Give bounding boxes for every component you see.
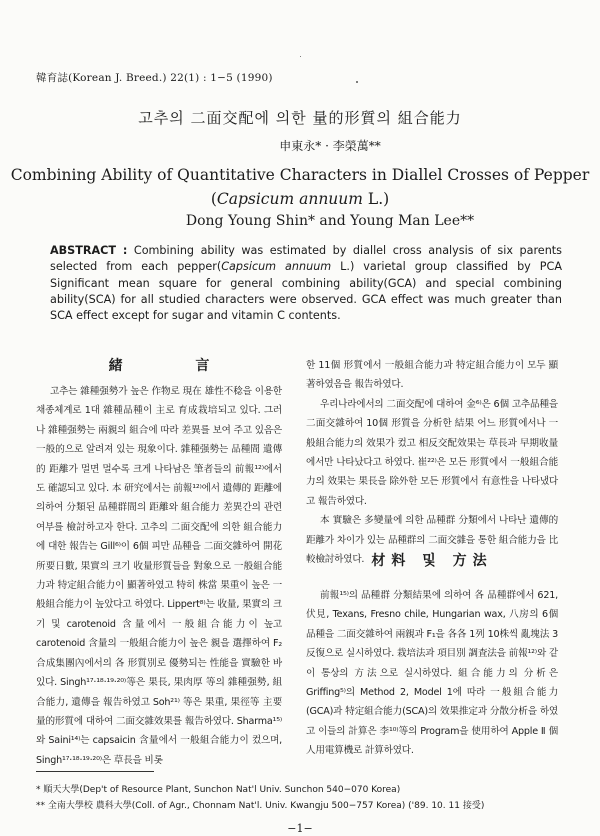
speck-mark [300,56,301,57]
authors-korean: 申東永* · 李榮萬** [279,139,381,153]
title-english-line1: Combining Ability of Quantitative Characters in Diallel Crosses of Pepper [10,166,590,184]
abstract-species: Capsicum annuum [221,260,332,274]
title-species: Capsicum annuum [216,190,363,208]
title-paren-open: ( [210,190,217,208]
intro-continued-paragraph: 本 實驗은 多變量에 의한 品種群 分類에서 나타난 遺傳的 距離가 차이가 있는 品種群의 二面交雜을 통한 組合能力을 比較檢討하였다. [306,515,558,566]
speck-mark [356,81,358,83]
abstract-label: ABSTRACT : [50,244,128,257]
intro-column [36,382,282,770]
title-paren-close: L.) [362,190,390,208]
title-korean: 고추의 二面交配에 의한 量的形質의 組合能力 [138,109,462,127]
page-number: −1− [287,822,313,835]
footnote-affiliation-2: ** 全南大學校 農科大學(Coll. of Agr., Chonnam Nat'l. Univ. Kwangju 500−757 Korea) ('89. 10. 11 接受) [36,801,485,811]
journal-reference: 韓育誌(Korean J. Breed.) 22(1) : 1−5 (1990) [36,72,273,84]
title-english [0,163,600,211]
title-english-line2 [0,187,600,211]
methods-heading: 材料 및 方法 [371,553,493,569]
authors-english: Dong Young Shin* and Young Man Lee** [185,213,475,229]
abstract [50,243,562,324]
intro-continued-paragraph: 한 11個 形質에서 一般組合能力과 特定組合能力이 모두 顯著하였음을 報告하였다. [306,360,558,391]
abstract-text-b: L.) varietal group classified by PCA Significant mean square for general combining ability(GCA) and special combining ability(SCA) for all studied characters were observed. GCA effect was much greater than SCA effect except for sugar and vitamin C contents. [50,260,562,323]
footnote-affiliation-1: * 順天大學(Dep't of Resource Plant, Sunchon Nat'l Univ. Sunchon 540−070 Korea) [36,785,401,795]
abstract-text-a: Combining ability was estimated by diallel cross analysis of six parents selected from each pepper( [50,244,562,274]
intro-paragraph: 고추는 雜種强勢가 높은 作物로 現在 雄性不稔을 이용한 채종체계로 1대 雜種品種이 主로 育成栽培되고 있다. 그러나 雜種强勢는 兩親의 組合에 따라 差異를 보여 주고 있음은 一般的으로 알려져 있는 現象이다. 雜種强勢는 品種間 遺傳的 距離가 멀면 멀수록 크게 나타남은 筆者들의 前報¹²⁾에서도 確認되고 있다. 本 研究에서는 前報¹²⁾에서 遺傳的 距離에 의하여 分類된 品種群間의 距離와 組合能力 差異간의 관련여부를 檢討하고자 한다. 고추의 二面交配에 의한 組合能力에 대한 報告는 Gill⁶⁾이 6個 피만 品種을 二面交雜하여 開花所要日數, 果實의 크기 收量形質들을 對象으로 一般組合能力과 特定組合能力이 顯著하였고 特히 株當 果重이 높은 一般組合能力이 높았다고 하였다. Lippert⁸⁾는 收量, 果實의 크기 및 carotenoid 含量에서 一般組合能力이 높고 carotenoid 含量의 一般組合能力이 높은 親을 選擇하여 F₂合成集團內에서의 各 形質別로 優勢되는 性能을 實驗한 바 있다. Singh¹⁷·¹⁸·¹⁹·²⁰⁾等은 果長, 果肉厚 等의 雜種强勢, 組合能力, 遺傳을 報告하였고 Soh²¹⁾ 等은 果重, 果徑等 主要量的形質에 대하여 二面交雜效果를 報告하였다. Sharma¹⁵⁾와 Saini¹⁴⁾는 capsaicin 含量에서 一般組合能力이 컸으며, Singh¹⁷·¹⁸·¹⁹·²⁰⁾은 草長을 비롯 [36,386,282,766]
right-column-top [306,356,558,569]
methods-paragraph: 前報¹⁵⁾의 品種群 分類結果에 의하여 各 品種群에서 621, 伏見, Texans, Fresno chile, Hungarian wax, 八房의 6個 品種을 二面交雜하여 兩親과 F₁을 各各 1列 10株씩 亂塊法 3反復으로 실시하였다. 栽培法과 項目別 調査法을 前報¹²⁾와 같이 통상의 方法으로 실시하였다. 組合能力의 分析은 Griffing⁵⁾의 Method 2, Model 1에 따라 一般組合能力(GCA)과 特定組合能力(SCA)의 效果推定과 分散分析을 하였고 이들의 計算은 李¹⁰⁾等의 Program을 使用하여 Apple Ⅱ 個人用電算機로 計算하였다. [306,590,558,757]
footnote-rule [36,771,154,772]
intro-continued-paragraph: 우리나라에서의 二面交配에 대하여 金⁶⁾은 6個 고추品種을 二面交雜하여 10個 形質을 分析한 結果 어느 形質에서나 一般組合能力의 效果가 컸고 相反交配效果는 草長과 早期收量에서만 나타났다고 하였다. 崔²²⁾은 모든 形質에서 一般組合能力의 效果는 果長을 除外한 모든 形質에서 有意性을 나타냈다고 報告하였다. [306,398,558,507]
intro-heading: 緒 言 [108,358,244,374]
methods-column [306,586,558,761]
